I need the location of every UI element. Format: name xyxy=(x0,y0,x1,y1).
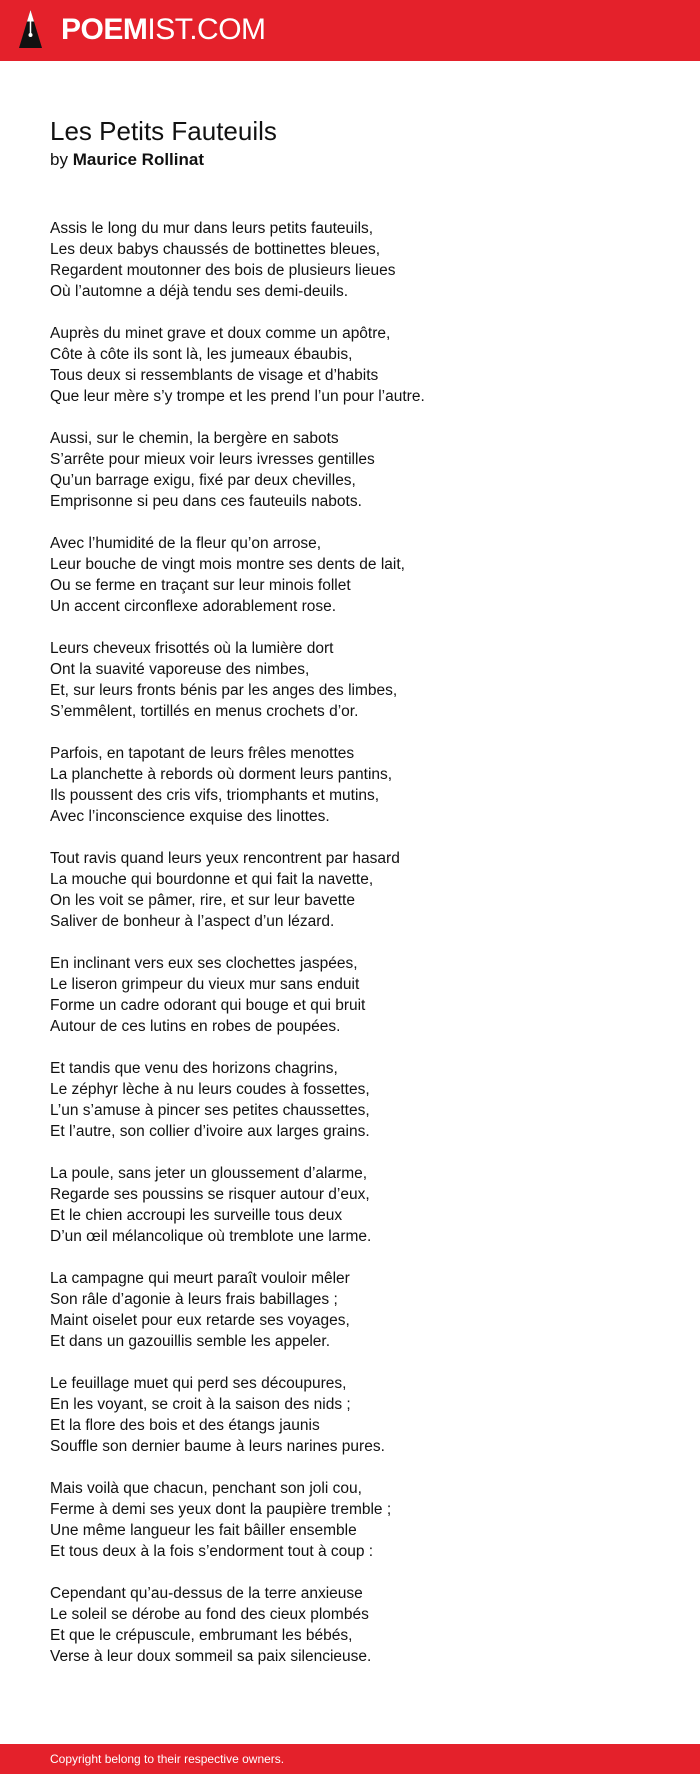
poem-line: La planchette à rebords où dorment leurs pantins, xyxy=(50,766,393,783)
author-name: Maurice Rollinat xyxy=(72,150,205,169)
poem-line: Qu’un barrage exigu, fixé par deux chevilles, xyxy=(50,472,356,489)
poem-line: En inclinant vers eux ses clochettes jaspées, xyxy=(50,955,358,972)
poem-line: Verse à leur doux sommeil sa paix silencieuse. xyxy=(50,1648,372,1665)
poem-line: La poule, sans jeter un gloussement d’alarme, xyxy=(50,1165,368,1182)
poem-line: Le feuillage muet qui perd ses découpures, xyxy=(50,1375,347,1392)
poem-line: Aussi, sur le chemin, la bergère en sabots xyxy=(50,430,339,447)
poem-line: Où l’automne a déjà tendu ses demi-deuils. xyxy=(50,283,349,300)
poem-body xyxy=(50,218,650,1688)
byline-prefix: by xyxy=(50,150,68,169)
poem-stanza xyxy=(50,1163,650,1247)
poem-line: Regardent moutonner des bois de plusieurs lieues xyxy=(50,262,396,279)
poem-line: Les deux babys chaussés de bottinettes bleues, xyxy=(50,241,381,258)
poem-stanza xyxy=(50,323,650,407)
poem-line: Tout ravis quand leurs yeux rencontrent par hasard xyxy=(50,850,400,867)
poem-line: On les voit se pâmer, rire, et sur leur bavette xyxy=(50,892,355,909)
poem-stanza xyxy=(50,953,650,1037)
poem-line: Et dans un gazouillis semble les appeler. xyxy=(50,1333,331,1350)
byline xyxy=(50,149,277,171)
poem-line: Et tandis que venu des horizons chagrins, xyxy=(50,1060,338,1077)
poem-line: Ferme à demi ses yeux dont la paupière tremble ; xyxy=(50,1501,392,1518)
poem-stanza xyxy=(50,218,650,302)
poem-line: Tous deux si ressemblants de visage et d’habits xyxy=(50,367,379,384)
poem-line: Souffle son dernier baume à leurs narines pures. xyxy=(50,1438,385,1455)
poem-line: Auprès du minet grave et doux comme un apôtre, xyxy=(50,325,391,342)
poem-line: Mais voilà que chacun, penchant son joli cou, xyxy=(50,1480,362,1497)
poem-line: Et que le crépuscule, embrumant les bébés, xyxy=(50,1627,353,1644)
poem-line: L’un s’amuse à pincer ses petites chaussettes, xyxy=(50,1102,370,1119)
poem-stanza xyxy=(50,1058,650,1142)
poem-line: Maint oiselet pour eux retarde ses voyages, xyxy=(50,1312,350,1329)
poem-stanza xyxy=(50,1268,650,1352)
site-logo-link[interactable] xyxy=(61,12,266,48)
logo-text-light: IST.COM xyxy=(147,13,266,46)
poem-line: Assis le long du mur dans leurs petits fauteuils, xyxy=(50,220,374,237)
poem-header xyxy=(50,116,277,171)
poem-line: En les voyant, se croit à la saison des nids ; xyxy=(50,1396,351,1413)
poem-stanza xyxy=(50,848,650,932)
poem-stanza xyxy=(50,1373,650,1457)
poem-stanza xyxy=(50,743,650,827)
poem-line: Une même langueur les fait bâiller ensemble xyxy=(50,1522,357,1539)
poem-stanza xyxy=(50,1583,650,1667)
poem-title: Les Petits Fauteuils xyxy=(50,116,277,146)
poem-line: Avec l’humidité de la fleur qu’on arrose, xyxy=(50,535,322,552)
poem-line: Un accent circonflexe adorablement rose. xyxy=(50,598,337,615)
poem-line: Et l’autre, son collier d’ivoire aux larges grains. xyxy=(50,1123,370,1140)
poem-line: Saliver de bonheur à l’aspect d’un lézard. xyxy=(50,913,335,930)
poem-line: La mouche qui bourdonne et qui fait la navette, xyxy=(50,871,374,888)
poem-line: Emprisonne si peu dans ces fauteuils nabots. xyxy=(50,493,362,510)
poem-line: Ou se ferme en traçant sur leur minois follet xyxy=(50,577,351,594)
poem-line: Ont la suavité vaporeuse des nimbes, xyxy=(50,661,310,678)
poem-line: Et le chien accroupi les surveille tous deux xyxy=(50,1207,343,1224)
poem-line: Leur bouche de vingt mois montre ses dents de lait, xyxy=(50,556,405,573)
poem-line: Avec l’inconscience exquise des linottes. xyxy=(50,808,330,825)
poem-stanza xyxy=(50,638,650,722)
poem-line: Et tous deux à la fois s’endorment tout à coup : xyxy=(50,1543,374,1560)
poem-line: Et la flore des bois et des étangs jaunis xyxy=(50,1417,320,1434)
poem-line: Le zéphyr lèche à nu leurs coudes à fossettes, xyxy=(50,1081,370,1098)
poem-line: Son râle d’agonie à leurs frais babillages ; xyxy=(50,1291,338,1308)
poem-line: Le liseron grimpeur du vieux mur sans enduit xyxy=(50,976,360,993)
poem-line: La campagne qui meurt paraît vouloir mêler xyxy=(50,1270,350,1287)
poem-line: Parfois, en tapotant de leurs frêles menottes xyxy=(50,745,355,762)
poem-stanza xyxy=(50,1478,650,1562)
pen-nib-icon[interactable] xyxy=(17,8,44,56)
poem-stanza xyxy=(50,428,650,512)
poem-line: Cependant qu’au-dessus de la terre anxieuse xyxy=(50,1585,363,1602)
poem-line: D’un œil mélancolique où tremblote une larme. xyxy=(50,1228,372,1245)
poem-line: Le soleil se dérobe au fond des cieux plombés xyxy=(50,1606,369,1623)
logo-text-strong: POEM xyxy=(61,13,148,46)
poem-line: S’emmêlent, tortillés en menus crochets d’or. xyxy=(50,703,359,720)
poem-line: Leurs cheveux frisottés où la lumière dort xyxy=(50,640,334,657)
poem-line: Côte à côte ils sont là, les jumeaux ébaubis, xyxy=(50,346,353,363)
poem-line: Et, sur leurs fronts bénis par les anges des limbes, xyxy=(50,682,398,699)
poem-line: Ils poussent des cris vifs, triomphants et mutins, xyxy=(50,787,380,804)
site-header xyxy=(0,0,700,61)
poem-line: Forme un cadre odorant qui bouge et qui bruit xyxy=(50,997,366,1014)
site-footer xyxy=(0,1744,700,1774)
poem-line: S’arrête pour mieux voir leurs ivresses gentilles xyxy=(50,451,375,468)
poem-stanza xyxy=(50,533,650,617)
poem-line: Regarde ses poussins se risquer autour d’eux, xyxy=(50,1186,370,1203)
poem-line: Autour de ces lutins en robes de poupées. xyxy=(50,1018,341,1035)
copyright-notice: Copyright belong to their respective owners. xyxy=(50,1752,285,1766)
poem-line: Que leur mère s’y trompe et les prend l’un pour l’autre. xyxy=(50,388,425,405)
